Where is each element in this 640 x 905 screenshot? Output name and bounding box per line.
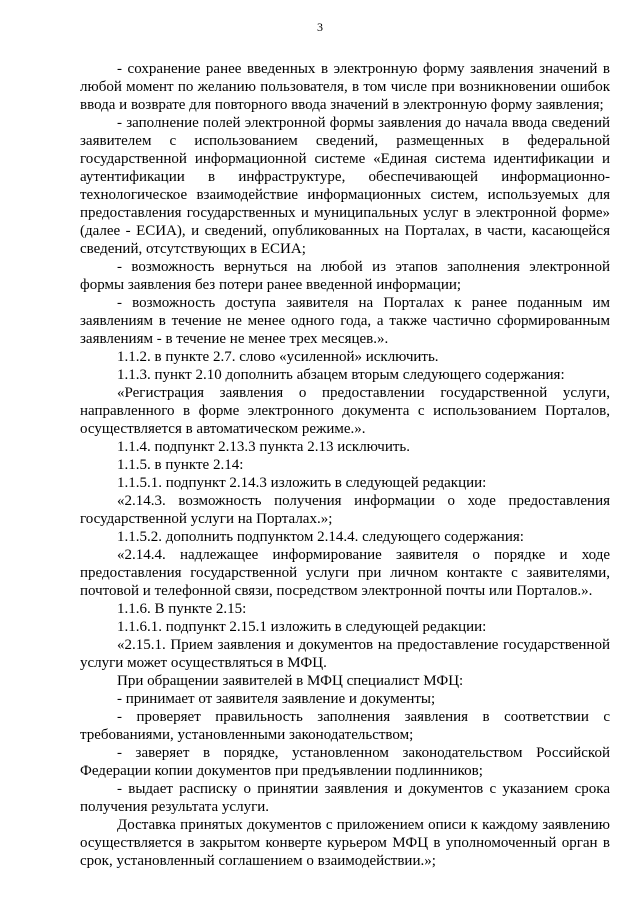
paragraph: 1.1.4. подпункт 2.13.3 пункта 2.13 исключить.	[117, 439, 411, 455]
page-number: 3	[317, 20, 323, 34]
paragraph: Доставка принятых документов с приложением описи к каждому заявлению осуществляется в закрытом конверте курьером МФЦ в уполномоченный орган в срок, установленный соглашением о взаимодействии.»;	[80, 817, 610, 869]
paragraph: - заполнение полей электронной формы заявления до начала ввода сведений заявителем с использованием сведений, размещенных в федеральной государственной информационной системе «Единая система идентификации и аутентификации в инфраструктуре, обеспечивающей информационно-технологическое взаимодействие информационных систем, используемых для предоставления государственных и муниципальных услуг в электронной форме» (далее - ЕСИА), и сведений, опубликованных на Порталах, в части, касающейся сведений, отсутствующих в ЕСИА;	[80, 115, 610, 257]
paragraph: При обращении заявителей в МФЦ специалист МФЦ:	[117, 673, 464, 689]
paragraph: 1.1.6. В пункте 2.15:	[117, 601, 247, 617]
paragraph: 1.1.5. в пункте 2.14:	[117, 457, 244, 473]
paragraph: - заверяет в порядке, установленном законодательством Российской Федерации копии документов при предъявлении подлинников;	[80, 745, 610, 779]
paragraph: «2.14.4. надлежащее информирование заявителя о порядке и ходе предоставления государственной услуги при личном контакте с заявителями, почтовой и телефонной связи, посредством электронной почты или Порталов.».	[80, 547, 610, 599]
paragraph: - проверяет правильность заполнения заявления в соответствии с требованиями, установленными законодательством;	[80, 709, 610, 743]
paragraph: - возможность вернуться на любой из этапов заполнения электронной формы заявления без потери ранее введенной информации;	[80, 259, 610, 293]
paragraph: - принимает от заявителя заявление и документы;	[117, 691, 436, 707]
paragraph: - сохранение ранее введенных в электронную форму заявления значений в любой момент по желанию пользователя, в том числе при возникновении ошибок ввода и возврате для повторного ввода значений в электронную форму заявления;	[80, 61, 610, 113]
paragraph: - возможность доступа заявителя на Порталах к ранее поданным им заявлениям в течение не менее одного года, а также частично сформированным заявлениям - в течение не менее трех месяцев.».	[80, 295, 610, 347]
paragraph: «Регистрация заявления о предоставлении государственной услуги, направленного в форме электронного документа с использованием Порталов, осуществляется в автоматическом режиме.».	[80, 385, 610, 437]
paragraph: 1.1.2. в пункте 2.7. слово «усиленной» исключить.	[117, 349, 439, 365]
paragraph: 1.1.5.1. подпункт 2.14.3 изложить в следующей редакции:	[117, 475, 487, 491]
paragraph: 1.1.5.2. дополнить подпунктом 2.14.4. следующего содержания:	[117, 529, 524, 545]
paragraph: 1.1.6.1. подпункт 2.15.1 изложить в следующей редакции:	[117, 619, 487, 635]
paragraph: - выдает расписку о принятии заявления и документов с указанием срока получения результата услуги.	[80, 781, 610, 815]
paragraph: «2.14.3. возможность получения информации о ходе предоставления государственной услуги на Порталах.»;	[80, 493, 610, 527]
paragraph: «2.15.1. Прием заявления и документов на предоставление государственной услуги может осуществляться в МФЦ.	[80, 637, 610, 671]
document-body	[80, 60, 610, 870]
paragraph: 1.1.3. пункт 2.10 дополнить абзацем вторым следующего содержания:	[117, 367, 565, 383]
